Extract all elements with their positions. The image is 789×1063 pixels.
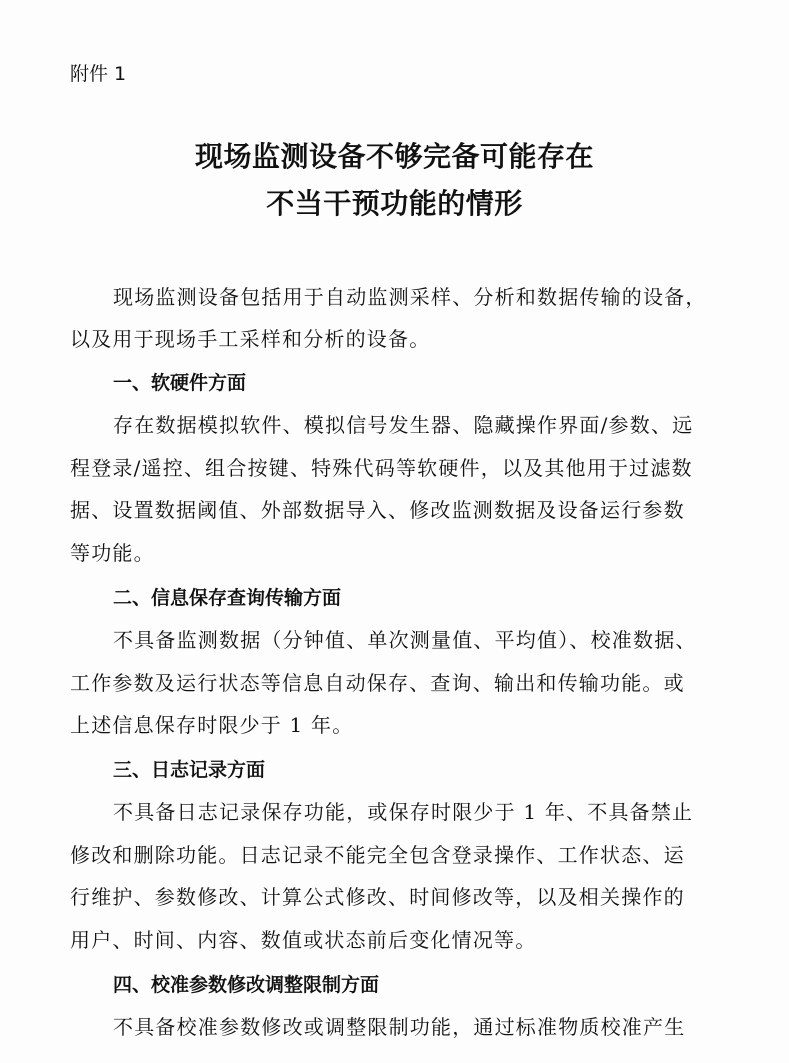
section-heading-software-hardware: 一、软硬件方面 — [113, 372, 247, 394]
section-3-line-4: 用户、时间、内容、数值或状态前后变化情况等。 — [70, 928, 537, 952]
section-2-line-1: 不具备监测数据（分钟值、单次测量值、平均值）、校准数据、 — [113, 628, 697, 652]
section-4-line-1: 不具备校准参数修改或调整限制功能，通过标准物质校准产生 — [113, 1015, 686, 1039]
section-1-line-3: 据、设置数据阈值、外部数据导入、修改监测数据及设备运行参数 — [70, 498, 685, 522]
section-heading-log-records: 三、日志记录方面 — [113, 759, 266, 781]
document-title-line-1: 现场监测设备不够完备可能存在 — [194, 140, 594, 173]
section-2-line-2: 工作参数及运行状态等信息自动保存、查询、输出和传输功能。或 — [70, 671, 685, 695]
section-1-line-2: 程登录/遥控、组合按键、特殊代码等软硬件，以及其他用于过滤数 — [70, 456, 693, 480]
attachment-label: 附件 1 — [70, 63, 127, 85]
section-1-line-1: 存在数据模拟软件、模拟信号发生器、隐藏操作界面/参数、远 — [113, 413, 694, 437]
section-3-line-2: 修改和删除功能。日志记录不能完全包含登录操作、工作状态、运 — [70, 843, 685, 867]
section-3-line-1: 不具备日志记录保存功能，或保存时限少于 1 年、不具备禁止 — [113, 800, 694, 824]
section-3-line-3: 行维护、参数修改、计算公式修改、时间修改等，以及相关操作的 — [70, 885, 685, 909]
intro-line-2: 以及用于现场手工采样和分析的设备。 — [70, 327, 431, 351]
section-heading-calibration-limits: 四、校准参数修改调整限制方面 — [113, 974, 380, 996]
document-title-line-2: 不当干预功能的情形 — [266, 187, 523, 220]
section-2-line-3: 上述信息保存时限少于 1 年。 — [70, 713, 354, 737]
section-1-line-4: 等功能。 — [70, 541, 155, 565]
section-heading-info-storage: 二、信息保存查询传输方面 — [113, 587, 342, 609]
intro-line-1: 现场监测设备包括用于自动监测采样、分析和数据传输的设备， — [113, 285, 707, 309]
